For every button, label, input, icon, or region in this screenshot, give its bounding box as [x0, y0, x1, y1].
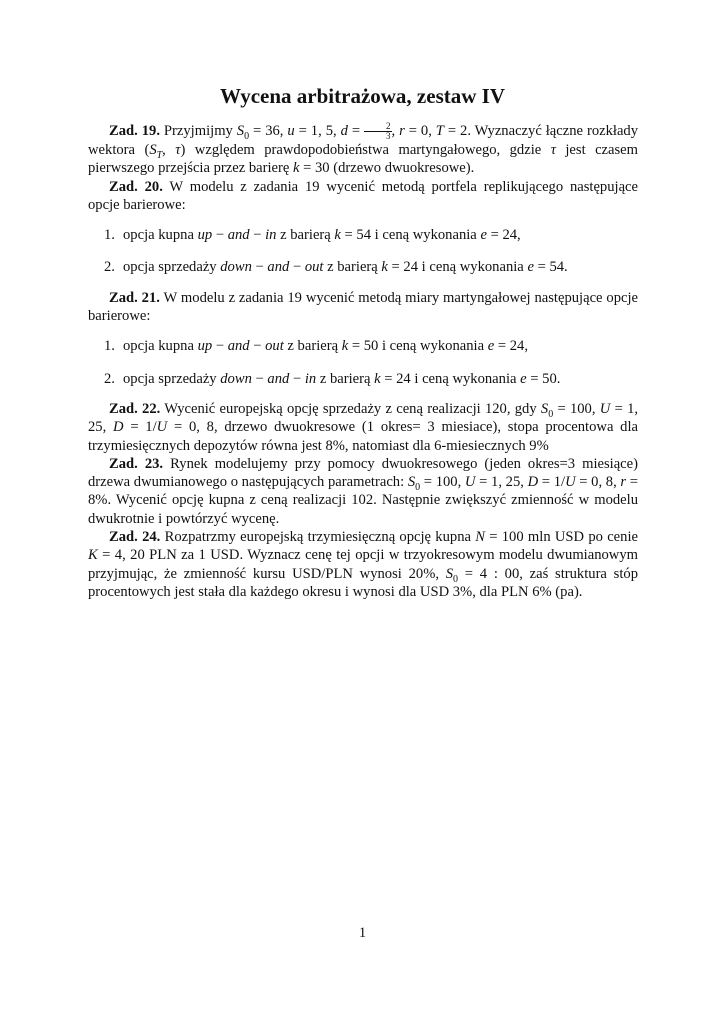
task-label: Zad. 24. — [109, 529, 161, 546]
task-19: Zad. 19. Przyjmijmy $S_0 = 36$, u = 1, 5, d = $\frac{2}{3}$ , r = 0, T = 2. Wyznaczyć łączne rozkłady wektora ($S_T$, τ) względem prawdopodobieństwa martyngałowego, gdzie τ jest czasem pierwszego przejścia przez barierę k = 30 (drzewo dwuokresowe). — [88, 121, 639, 177]
list-item: 2. opcja sprzedaży down − and − in z barierą k = 24 i ceną wykonania e = 50. — [104, 370, 561, 387]
page-number: 1 — [358, 925, 367, 941]
task-21-options — [88, 337, 638, 388]
task-label: Zad. 21. — [109, 289, 160, 306]
task-label: Zad. 20. — [109, 178, 163, 195]
page-title: Wycena arbitrażowa, zestaw IV — [220, 84, 505, 108]
task-23: Zad. 23. Rynek modelujemy przy pomocy dwuokresowego (jeden okres=3 miesiące) drzewa dwumianowego o następujących parametrach: $S_0 = 100$, U = 1, 25, D = 1/U = 0, 8, r = 8%. Wycenić opcję kupna z ceną realizacji 102. Następnie zwiększyć zmienność w modelu dwukrotnie i powtórzyć wycenę. — [88, 455, 639, 527]
list-item: 2. opcja sprzedaży down − and − out z barierą k = 24 i ceną wykonania e = 54. — [104, 259, 568, 276]
task-22: Zad. 22. Wycenić europejską opcję sprzedaży z ceną realizacji 120, gdy $S_0 = 100$, U = 1, 25, D = 1/U = 0, 8, drzewo dwuokresowe (1 okres= 3 miesiace), stopa procentowa dla trzymiesięcznych depozytów równa jest 8%, natomiast dla 6-miesiecznych 9% — [88, 400, 639, 454]
task-list — [88, 122, 638, 601]
task-20: Zad. 20. W modelu z zadania 19 wycenić metodą portfela replikującego następujące opcje barierowe: — [88, 178, 639, 213]
task-21: Zad. 21. W modelu z zadania 19 wycenić metodą miary martyngałowej następujące opcje barierowe: — [88, 289, 639, 325]
list-item: 1. opcja kupna up − and − in z barierą k = 54 i ceną wykonania e = 24, — [104, 227, 521, 244]
task-24: Zad. 24. Rozpatrzmy europejską trzymiesięczną opcję kupna N = 100 mln USD po cenie K = 4, 20 PLN za 1 USD. Wyznacz cenę tej opcji w trzyokresowym modelu dwumianowym przyjmując, że zmienność kursu USD/PLN wynosi 20%, $S_0 = 4$ : 00, zaś struktura stóp procentowych jest stała dla każdego okresu i wynosi dla USD 3%, dla PLN 6% (pa). — [88, 529, 638, 600]
task-label: Zad. 19. — [109, 123, 160, 139]
task-label: Zad. 22. — [109, 400, 161, 417]
task-20-options — [88, 226, 638, 277]
list-item: 1. opcja kupna up − and − out z barierą k = 50 i ceną wykonania e = 24, — [104, 338, 529, 355]
task-label: Zad. 23. — [109, 455, 164, 472]
